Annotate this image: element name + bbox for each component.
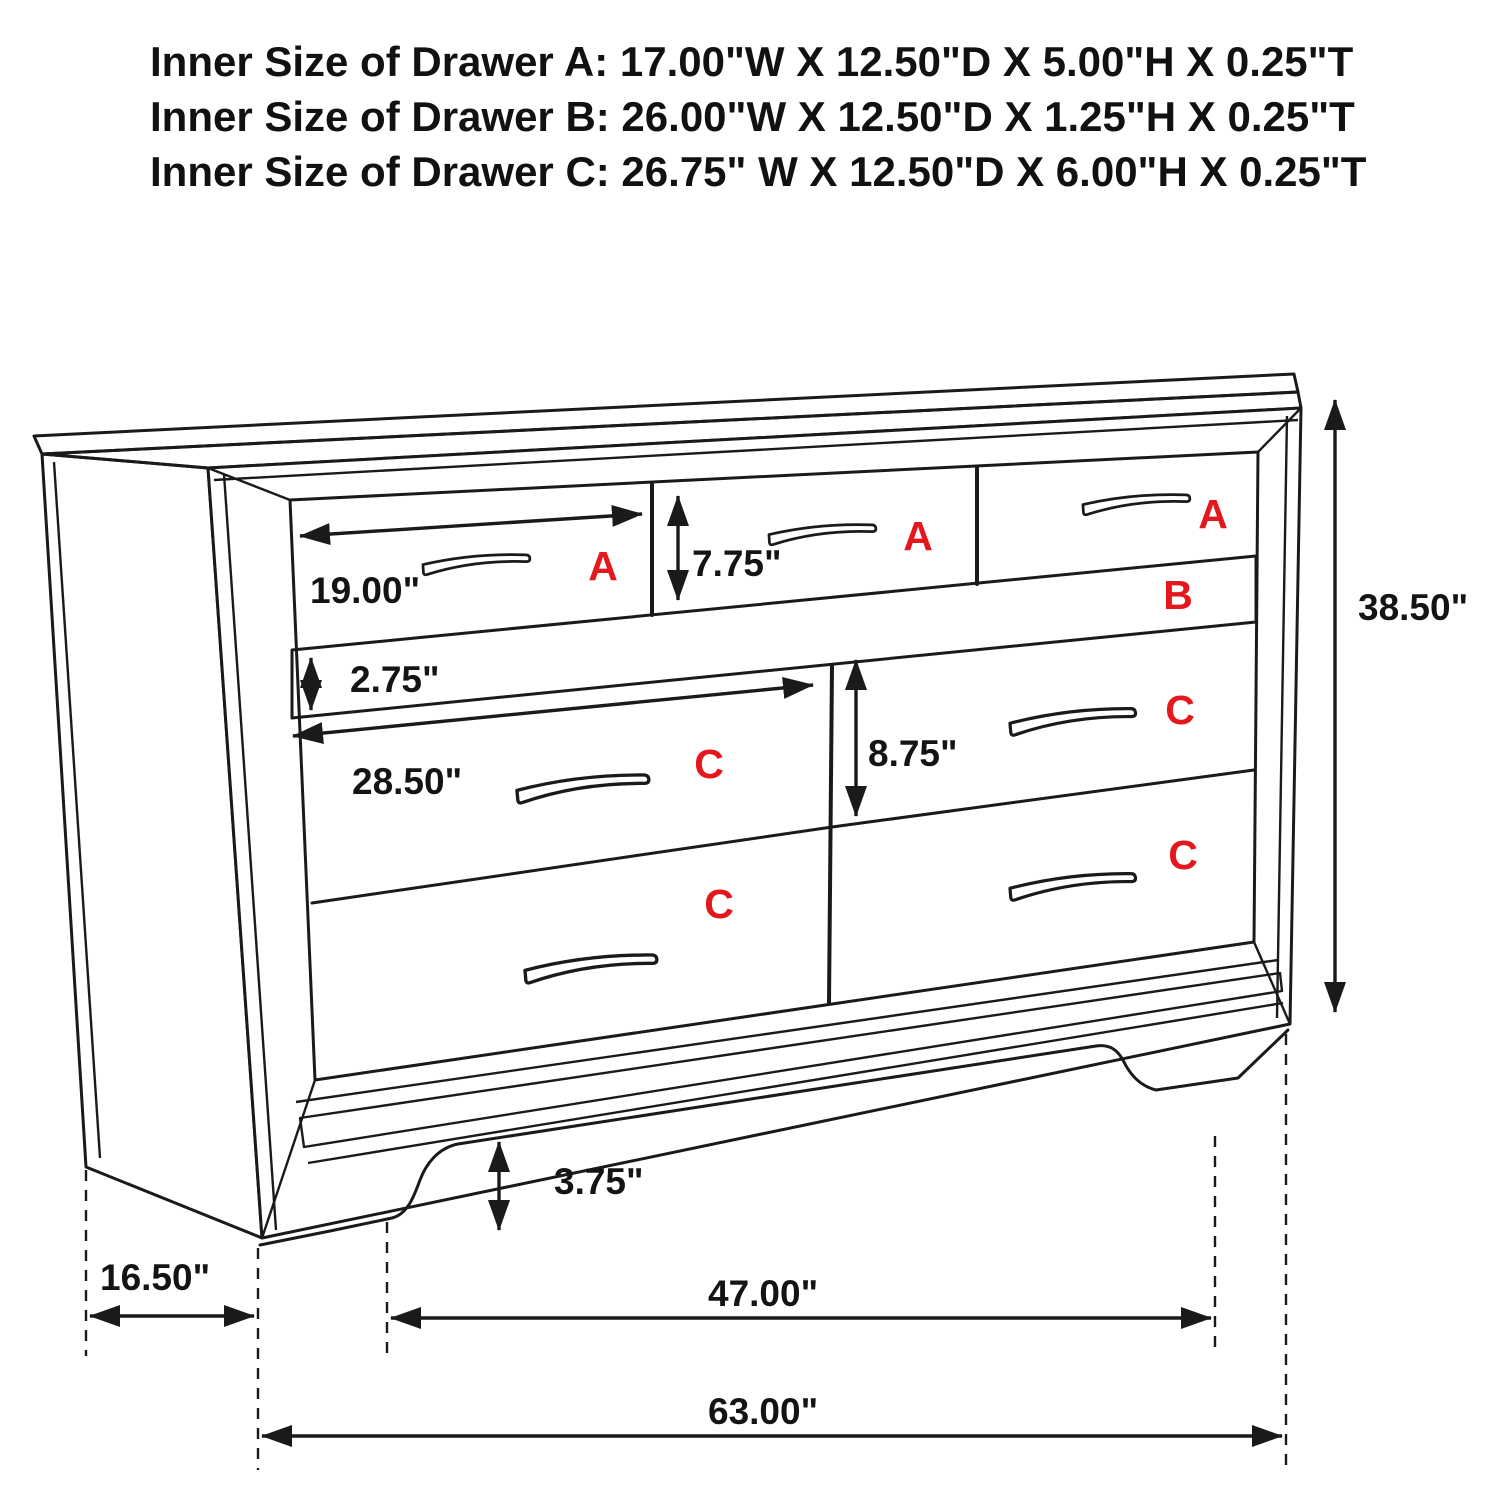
dim-label-drawer-a-width: 19.00": [310, 570, 421, 611]
dim-label-band-b-height: 2.75": [350, 659, 440, 700]
header-specs: [150, 38, 1367, 195]
label-drawer-c-right-lower: C: [1168, 832, 1198, 878]
label-drawer-a3: A: [1198, 491, 1228, 537]
dim-label-drawer-a-height: 7.75": [692, 543, 782, 584]
dim-label-overall-width: 63.00": [708, 1391, 819, 1432]
label-drawer-a1: A: [588, 543, 618, 589]
header-line-drawer-a: Inner Size of Drawer A: 17.00"W X 12.50"D X 5.00"H X 0.25"T: [150, 38, 1354, 85]
header-line-drawer-c: Inner Size of Drawer C: 26.75" W X 12.50"D X 6.00"H X 0.25"T: [150, 148, 1367, 195]
dim-label-depth: 16.50": [100, 1257, 211, 1298]
label-drawer-b: B: [1163, 572, 1193, 618]
dim-label-foot-height: 3.75": [554, 1161, 644, 1202]
dim-label-drawer-c-width: 28.50": [352, 761, 463, 802]
label-drawer-a2: A: [903, 513, 933, 559]
label-drawer-c-left-upper: C: [694, 741, 724, 787]
label-drawer-c-left-lower: C: [704, 881, 734, 927]
dim-label-overall-height: 38.50": [1358, 587, 1469, 628]
dresser-drawing: [34, 374, 1301, 1245]
header-line-drawer-b: Inner Size of Drawer B: 26.00"W X 12.50"D X 1.25"H X 0.25"T: [150, 93, 1355, 140]
dim-label-drawer-c-height: 8.75": [868, 733, 958, 774]
dim-label-between-feet: 47.00": [708, 1273, 819, 1314]
label-drawer-c-right-upper: C: [1165, 687, 1195, 733]
